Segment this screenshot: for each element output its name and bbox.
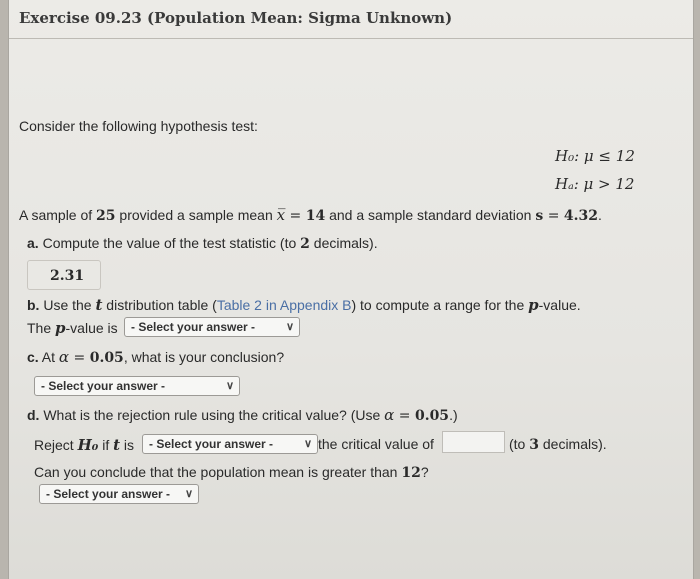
part-b-question: b. Use the t distribution table (Table 2 in Appendix B) to compute a range for the p-value.: [27, 296, 581, 314]
sample-mean: 14: [305, 208, 326, 224]
conclusion-select[interactable]: - Select your answer - ∨: [34, 376, 240, 396]
intro-text: Consider the following hypothesis test:: [19, 118, 258, 134]
critical-value-input[interactable]: [442, 431, 505, 453]
sample-size: 25: [96, 208, 116, 224]
chevron-down-icon: ∨: [225, 380, 234, 392]
alternative-hypothesis: Hₐ: μ > 12: [555, 175, 635, 193]
rejection-direction-select[interactable]: - Select your answer - ∨: [142, 434, 318, 454]
reject-rule-label: Reject H₀ if t is: [34, 436, 135, 454]
part-a-question: a. Compute the value of the test statistic (to 2 decimals).: [27, 235, 378, 252]
page-title: Exercise 09.23 (Population Mean: Sigma Unknown): [19, 9, 453, 27]
conclude-question: Can you conclude that the population mean is greater than 12?: [34, 464, 429, 481]
chevron-down-icon: ∨: [184, 488, 193, 500]
title-bar: [9, 0, 693, 39]
part-a-answer-box: [27, 260, 101, 290]
null-hypothesis: H₀: μ ≤ 12: [555, 147, 635, 165]
part-d-question: d. What is the rejection rule using the critical value? (Use α = 0.05.): [27, 406, 458, 424]
part-a-answer: 2.31: [50, 268, 85, 284]
part-c-question: c. At α = 0.05, what is your conclusion?: [27, 348, 285, 366]
exercise-panel: [8, 0, 694, 579]
p-value-select[interactable]: - Select your answer - ∨: [124, 317, 300, 337]
conclude-select[interactable]: - Select your answer - ∨: [39, 484, 199, 504]
critical-value-label: the critical value of: [318, 436, 434, 452]
table-2-link[interactable]: Table 2 in Appendix B: [216, 297, 352, 313]
chevron-down-icon: ∨: [303, 438, 312, 450]
problem-statement: A sample of 25 provided a sample mean x̅ = 14 and a sample standard deviation s = 4.32.: [19, 206, 602, 224]
sample-std-dev: 4.32: [563, 208, 598, 224]
p-value-label: The p-value is: [27, 319, 118, 337]
decimals-note: (to 3 decimals).: [509, 436, 607, 453]
chevron-down-icon: ∨: [285, 321, 294, 333]
